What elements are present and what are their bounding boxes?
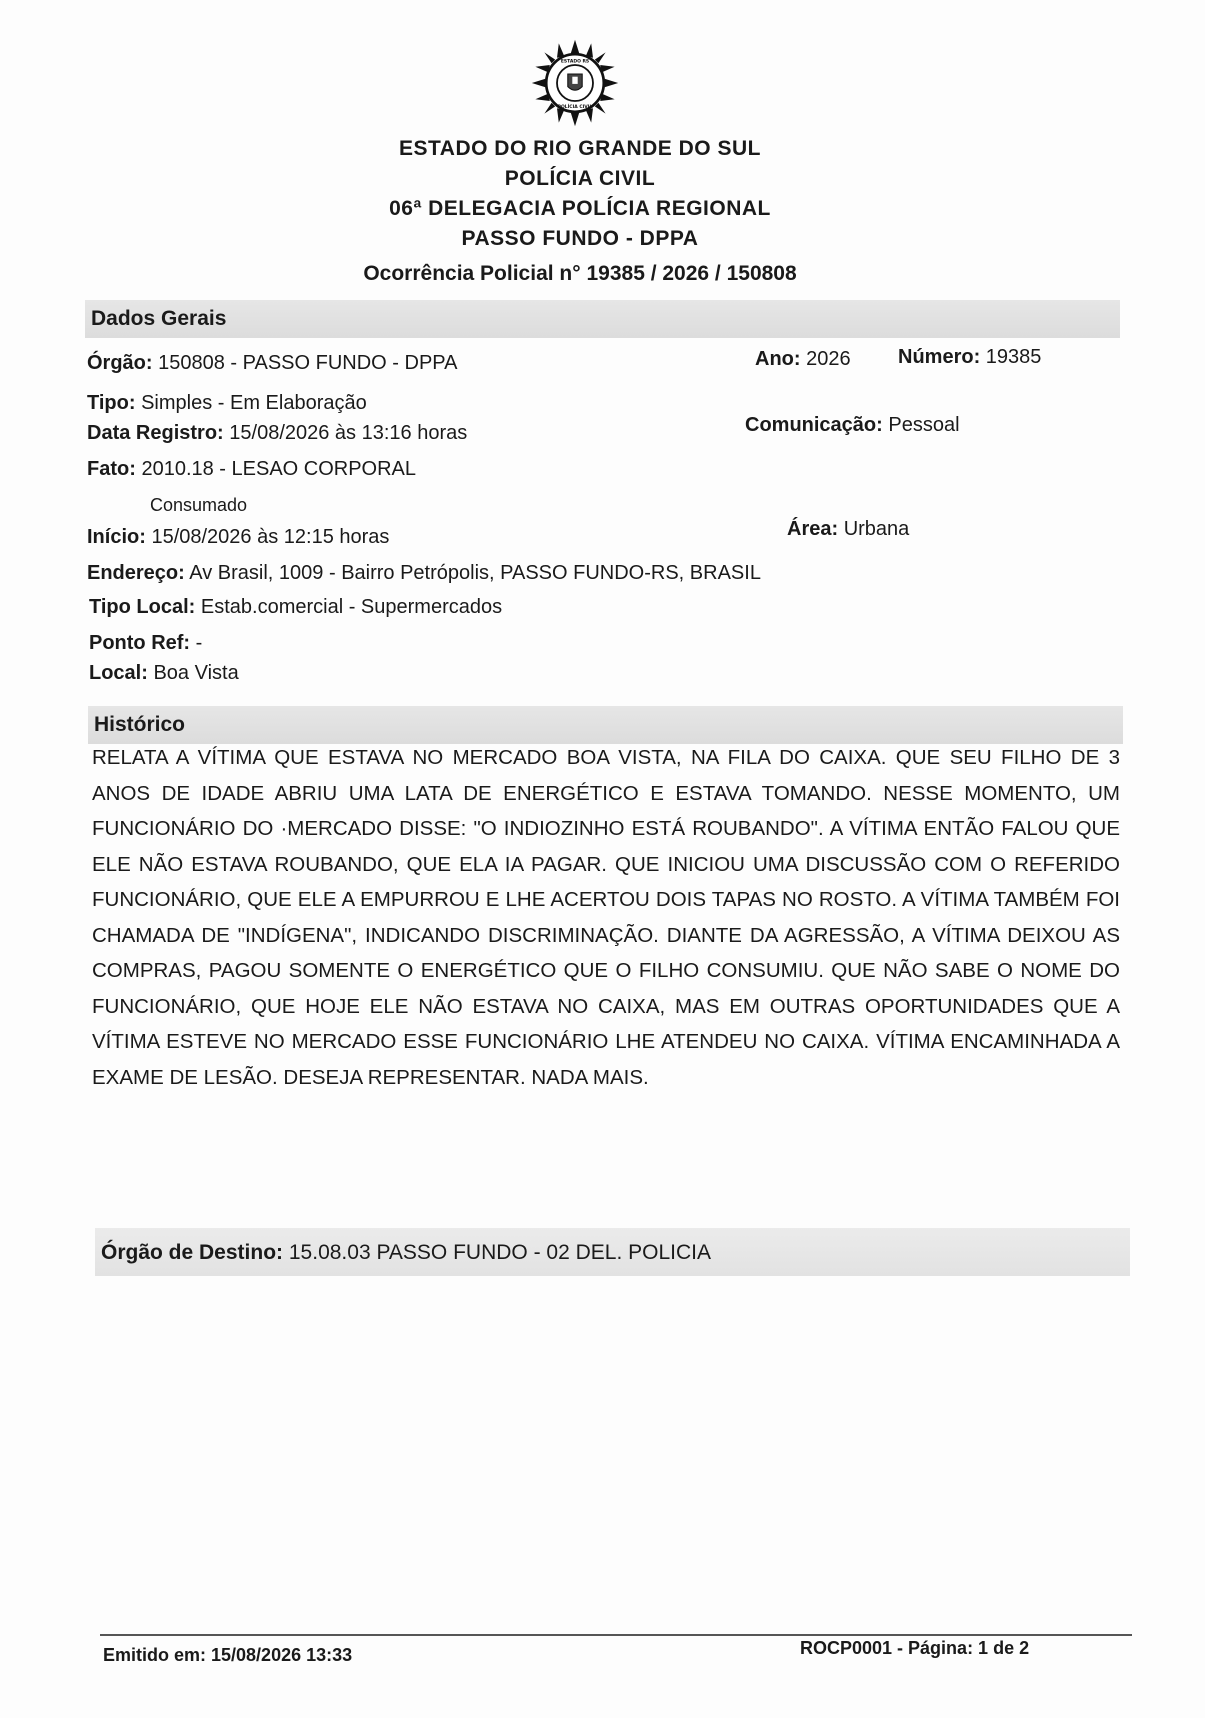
numero-label: Número: — [898, 346, 981, 368]
data-registro-value: 15/08/2026 às 13:16 horas — [229, 422, 468, 444]
occurrence-title: Ocorrência Policial n° 19385 / 2026 / 150808 — [363, 262, 797, 285]
header-police: POLÍCIA CIVIL — [504, 167, 656, 190]
field-ponto-ref — [89, 632, 202, 655]
endereco-value: Av Brasil, 1009 - Bairro Petrópolis, PASSO FUNDO-RS, BRASIL — [189, 562, 761, 584]
tipo-local-label: Tipo Local: — [89, 596, 196, 618]
document-header — [0, 134, 1160, 254]
section-dados-gerais: Dados Gerais — [85, 300, 1120, 338]
numero-value: 19385 — [985, 346, 1042, 368]
ponto-ref-value: - — [195, 632, 203, 654]
field-tipo-local — [89, 596, 502, 619]
section-historico: Histórico — [88, 706, 1123, 744]
header-delegacia: 06ª DELEGACIA POLÍCIA REGIONAL — [389, 197, 771, 220]
orgao-value: 150808 - PASSO FUNDO - DPPA — [158, 352, 458, 374]
field-fato — [87, 458, 416, 481]
field-endereco — [87, 562, 761, 585]
ponto-ref-label: Ponto Ref: — [89, 632, 191, 654]
endereco-label: Endereço: — [87, 562, 185, 584]
tipo-value: Simples - Em Elaboração — [141, 392, 367, 414]
orgao-destino — [95, 1228, 1130, 1276]
local-label: Local: — [89, 662, 148, 684]
footer-emitido: Emitido em: 15/08/2026 13:33 — [103, 1645, 353, 1665]
area-label: Área: — [787, 518, 839, 540]
destino-label: Órgão de Destino: — [101, 1241, 284, 1264]
local-value: Boa Vista — [153, 662, 239, 684]
field-ano — [755, 348, 851, 371]
field-inicio — [87, 526, 389, 549]
svg-text:ESTADO RS: ESTADO RS — [560, 59, 590, 65]
orgao-label: Órgão: — [87, 352, 153, 374]
data-registro-label: Data Registro: — [87, 422, 224, 444]
fato-label: Fato: — [87, 458, 136, 480]
field-local — [89, 662, 239, 685]
header-state: ESTADO DO RIO GRANDE DO SUL — [399, 137, 761, 160]
svg-text:POLÍCIA CIVIL: POLÍCIA CIVIL — [557, 105, 593, 111]
field-data-registro — [87, 422, 467, 445]
fato-value: 2010.18 - LESAO CORPORAL — [141, 458, 417, 480]
policia-civil-emblem-icon — [530, 38, 620, 128]
field-comunicacao — [745, 414, 960, 437]
field-numero — [898, 346, 1041, 369]
inicio-label: Início: — [87, 526, 146, 548]
header-city: PASSO FUNDO - DPPA — [461, 227, 699, 250]
footer-divider — [100, 1634, 1132, 1636]
historico-text: RELATA A VÍTIMA QUE ESTAVA NO MERCADO BOA VISTA, NA FILA DO CAIXA. QUE SEU FILHO DE 3 ANOS DE IDADE ABRIU UMA LATA DE ENERGÉTICO E ESTAVA TOMANDO. NESSE MOMENTO, UM FUNCIONÁRIO DO ·MERCADO DISSE: "O INDIOZINHO ESTÁ ROUBANDO". A VÍTIMA ENTÃO FALOU QUE ELE NÃO ESTAVA ROUBANDO, QUE ELA IA PAGAR. QUE INICIOU UMA DISCUSSÃO COM O REFERIDO FUNCIONÁRIO, QUE ELE A EMPURROU E LHE ACERTOU DOIS TAPAS NO ROSTO. A VÍTIMA TAMBÉM FOI CHAMADA DE "INDÍGENA", INDICANDO DISCRIMINAÇÃO. DIANTE DA AGRESSÃO, A VÍTIMA DEIXOU AS COMPRAS, PAGOU SOMENTE O ENERGÉTICO QUE O FILHO CONSUMIU. QUE NÃO SABE O NOME DO FUNCIONÁRIO, QUE HOJE ELE NÃO ESTAVA NO CAIXA, MAS EM OUTRAS OPORTUNIDADES QUE A VÍTIMA ESTEVE NO MERCADO ESSE FUNCIONÁRIO LHE ATENDEU NO CAIXA. VÍTIMA ENCAMINHADA A EXAME DE LESÃO. DESEJA REPRESENTAR. NADA MAIS. — [92, 746, 1120, 1089]
destino-value: 15.08.03 PASSO FUNDO - 02 DEL. POLICIA — [288, 1241, 711, 1264]
ano-value: 2026 — [806, 348, 851, 370]
tipo-local-value: Estab.comercial - Supermercados — [200, 596, 503, 618]
inicio-value: 15/08/2026 às 12:15 horas — [151, 526, 390, 548]
tipo-label: Tipo: — [87, 392, 136, 414]
field-tipo — [87, 392, 367, 415]
field-area — [787, 518, 909, 541]
footer-pagina: ROCP0001 - Página: 1 de 2 — [800, 1638, 1030, 1658]
field-orgao — [87, 352, 457, 375]
fato-status: Consumado — [150, 495, 248, 515]
comunicacao-value: Pessoal — [888, 414, 960, 436]
comunicacao-label: Comunicação: — [745, 414, 883, 436]
area-value: Urbana — [843, 518, 910, 540]
ano-label: Ano: — [755, 348, 801, 370]
